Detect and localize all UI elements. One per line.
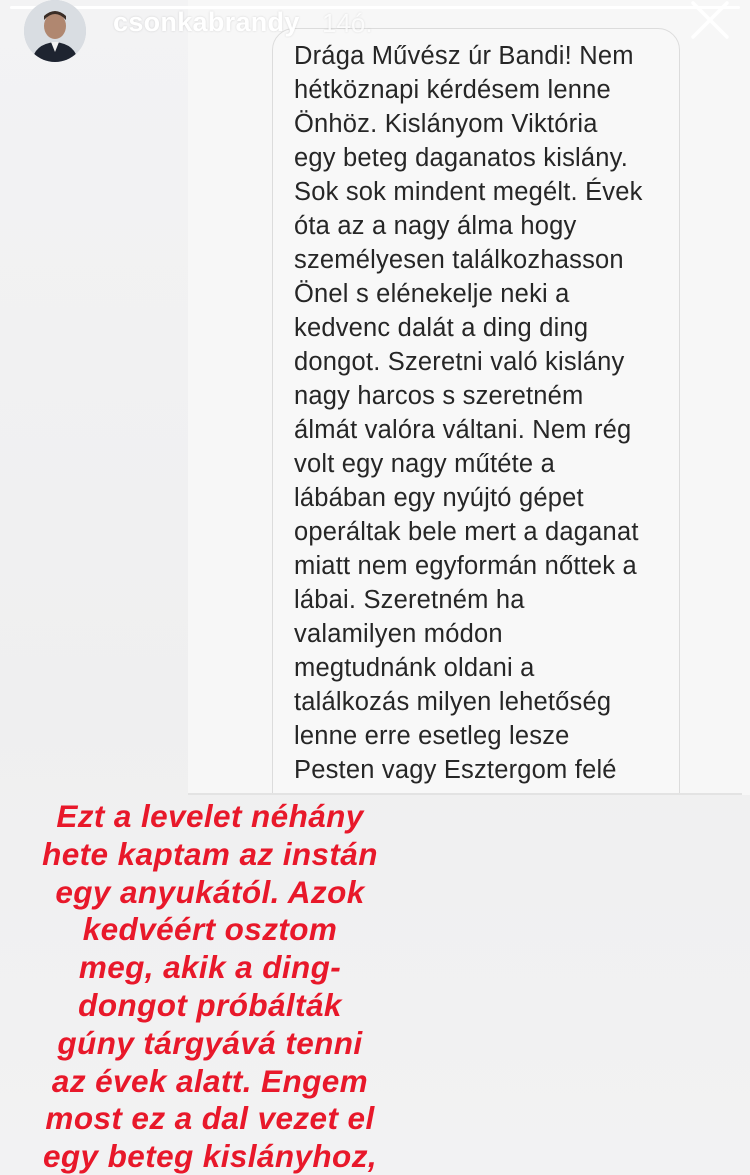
caption-line: most ez a dal vezet el — [45, 1100, 375, 1137]
screenshot-edge — [188, 793, 742, 795]
caption-line: egy beteg kislányhoz, — [43, 1138, 377, 1175]
message-line: megtudnánk oldani a — [294, 654, 535, 682]
message-line: találkozás milyen lehetőség — [294, 688, 612, 716]
caption-line: az évek alatt. Engem — [51, 1062, 369, 1099]
caption-line: gúny tárgyává tenni — [57, 1024, 363, 1061]
message-line: Sok sok mindent megélt. Évek — [294, 178, 643, 206]
message-line: nagy harcos s szeretném — [294, 382, 584, 410]
username[interactable]: csonkabrandy — [113, 7, 300, 37]
profile-avatar[interactable] — [24, 0, 86, 62]
message-line: álmát valóra váltani. Nem rég — [294, 416, 632, 444]
story-timestamp: 14ó. — [322, 8, 373, 38]
message-line: Drága Művész úr Bandi! Nem — [294, 42, 634, 70]
message-line: lenne erre esetleg lesze — [294, 722, 570, 750]
message-line: lábában egy nyújtó gépet — [294, 484, 584, 512]
message-text — [188, 0, 750, 795]
message-line: Önhöz. Kislányom Viktória — [294, 110, 598, 138]
message-line: lábai. Szeretném ha — [294, 586, 525, 614]
caption-line: dongot próbálták — [78, 987, 342, 1023]
caption-line: egy anyukától. Azok — [55, 873, 365, 910]
caption-line: kedvéért osztom — [82, 911, 338, 948]
message-line: miatt nem egyformán nőttek a — [294, 552, 637, 580]
message-line: Önel s elénekelje neki a — [294, 280, 570, 308]
message-line: operáltak bele mert a daganat — [294, 518, 639, 546]
caption-line: Ezt a levelet néhány — [56, 798, 364, 834]
message-line: hétköznapi kérdésem lenne — [294, 76, 611, 104]
message-line: dongot. Szeretni való kislány — [294, 348, 625, 376]
message-line: valamilyen módon — [294, 620, 503, 648]
avatar-icon — [24, 0, 86, 62]
message-line: egy beteg daganatos kislány. — [294, 144, 629, 172]
caption-line: meg, akik a ding- — [78, 949, 342, 986]
close-icon[interactable] — [686, 0, 734, 42]
message-line: kedvenc dalát a ding ding — [294, 314, 589, 342]
message-line: óta az a nagy álma hogy — [294, 212, 577, 240]
caption-line: hete kaptam az instán — [42, 835, 378, 872]
message-screenshot — [188, 0, 750, 795]
message-line: Pesten vagy Esztergom felé — [294, 756, 617, 784]
message-line: volt egy nagy műtéte a — [294, 450, 555, 478]
message-line: személyesen találkozhasson — [294, 246, 624, 274]
